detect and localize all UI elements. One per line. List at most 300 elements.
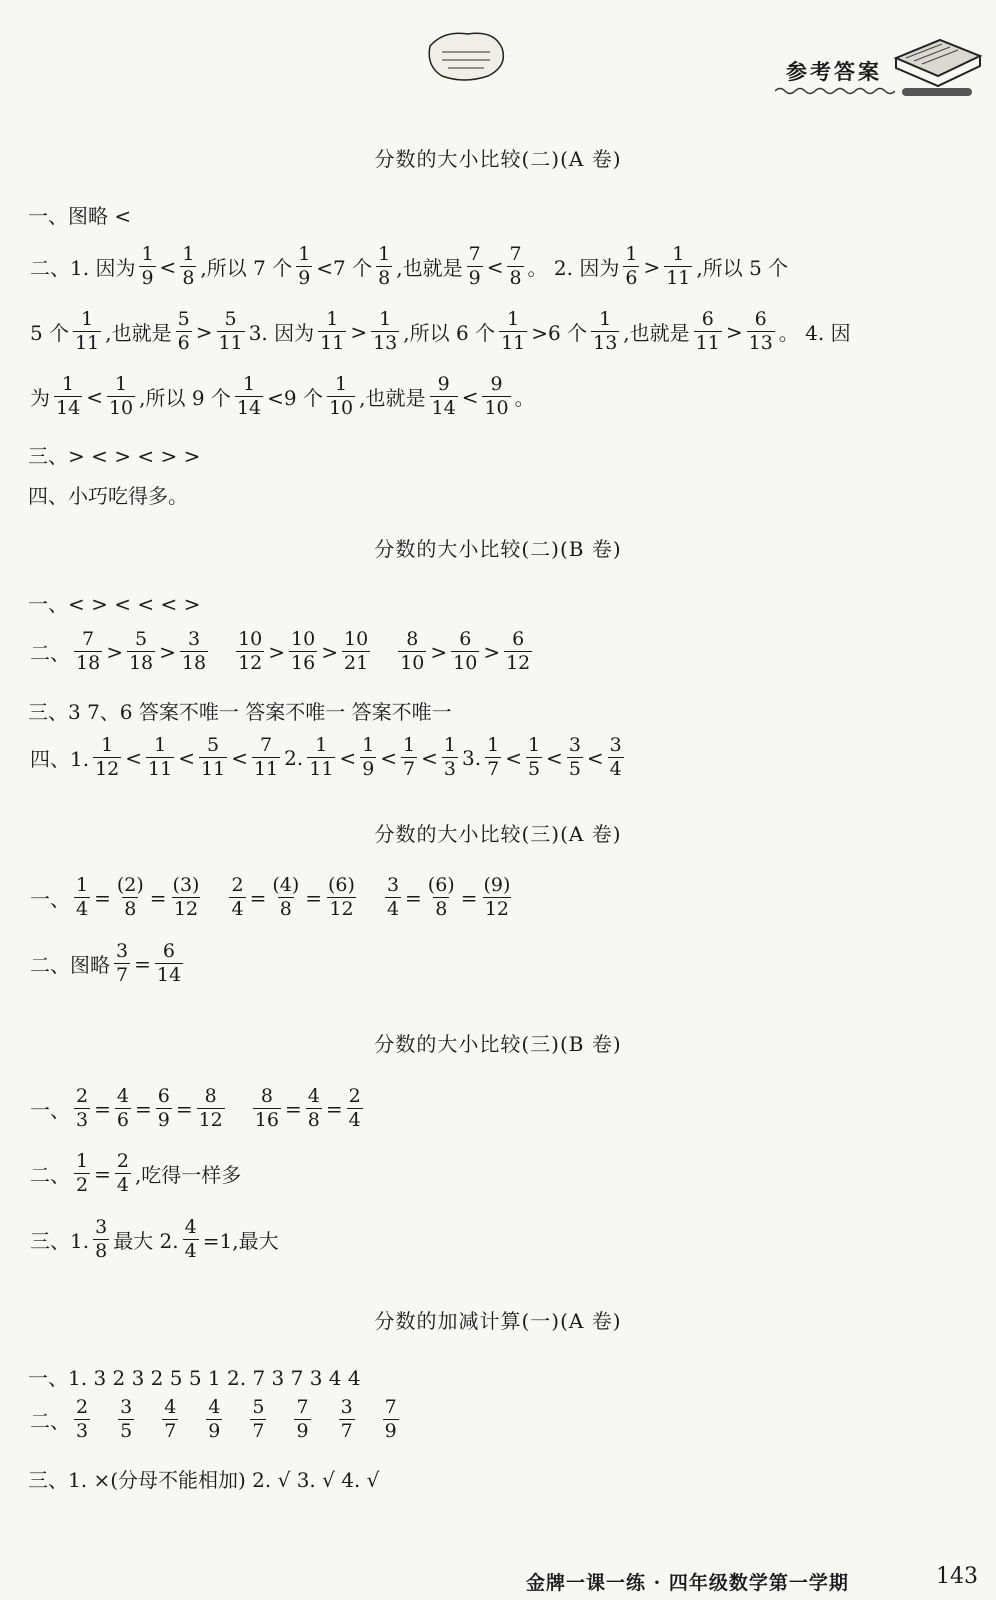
fraction (118, 1398, 134, 1441)
numerator: 3 (116, 940, 129, 962)
fraction (327, 375, 355, 418)
fraction (467, 245, 483, 288)
operator: > (195, 319, 213, 344)
answer-text: ,也就是 (359, 386, 426, 410)
numerator: 2 (231, 874, 244, 896)
fraction (74, 630, 102, 673)
numerator: 3 (120, 1396, 133, 1418)
numerator: 6 (701, 308, 714, 330)
operator: < (380, 745, 398, 770)
numerator: 1 (182, 243, 195, 265)
fraction (339, 1398, 355, 1441)
fraction (507, 245, 523, 288)
numerator: 9 (490, 373, 503, 395)
numerator: 8 (204, 1085, 217, 1107)
fraction (127, 630, 155, 673)
fraction (426, 876, 457, 919)
wavy-divider (775, 86, 895, 96)
numerator: (4) (272, 874, 300, 896)
denominator: 4 (348, 1109, 361, 1131)
denominator: 8 (279, 898, 292, 920)
denominator: 12 (329, 898, 354, 920)
denominator: 11 (75, 332, 100, 354)
numerator: 1 (527, 734, 541, 756)
numerator: 5 (135, 628, 148, 650)
fraction (398, 630, 426, 673)
denominator: 9 (384, 1420, 397, 1442)
operator: < (231, 745, 248, 770)
fraction (250, 1398, 266, 1441)
fraction (504, 630, 532, 673)
answer-text: ,也就是 (623, 321, 690, 345)
operator: = (405, 885, 422, 910)
denominator: 9 (141, 267, 154, 289)
answer-text: 。 (514, 386, 535, 410)
fraction (294, 1398, 310, 1441)
numerator: 4 (164, 1396, 177, 1418)
numerator: 5 (177, 308, 190, 330)
fraction (107, 375, 135, 418)
operator: < (586, 745, 604, 770)
fraction (199, 736, 227, 779)
numerator: 1 (326, 308, 339, 330)
denominator: 14 (431, 397, 456, 419)
operator: = (305, 885, 323, 910)
operator: > (430, 639, 448, 664)
numerator: 6 (754, 308, 767, 330)
fraction (401, 736, 417, 779)
fraction (115, 876, 146, 919)
numerator: 2 (116, 1150, 129, 1172)
fraction (162, 1398, 178, 1441)
answer-line (28, 1087, 365, 1130)
denominator: 11 (320, 332, 345, 354)
numerator: 8 (260, 1085, 273, 1107)
operator: < (421, 745, 438, 770)
denominator: 13 (593, 332, 618, 354)
denominator: 11 (253, 758, 279, 780)
numerator: 1 (76, 874, 89, 896)
answer-text: ,所以 7 个 (200, 256, 293, 280)
denominator: 11 (666, 267, 691, 289)
numerator: 2 (76, 1085, 89, 1107)
fraction (591, 310, 619, 353)
answer-text: 2. (284, 745, 304, 770)
section-title: 分数的加减计算(一)(A 卷) (374, 1309, 622, 1333)
denominator: 9 (468, 267, 481, 289)
operator: < (505, 745, 522, 770)
fraction (183, 1218, 199, 1261)
numerator: 1 (487, 734, 500, 756)
answer-line: 三、> < > < > > (28, 444, 201, 468)
answer-line: 三、1. ×(分母不能相加) 2. √ 3. √ 4. √ (28, 1468, 380, 1492)
denominator: 14 (236, 397, 262, 419)
fraction (371, 310, 399, 353)
answer-text: ,所以 6 个 (403, 321, 496, 345)
numerator: 3 (187, 628, 201, 650)
operator: = (94, 1096, 111, 1121)
answer-line (28, 245, 790, 288)
fraction (485, 736, 501, 779)
operator: > (483, 639, 501, 664)
denominator: 9 (157, 1109, 170, 1131)
numerator: 1 (379, 308, 392, 330)
denominator: 9 (208, 1420, 221, 1442)
numerator: 10 (344, 628, 369, 650)
denominator: 14 (156, 964, 182, 986)
numerator: 8 (406, 628, 419, 650)
fraction (74, 1398, 90, 1441)
numerator: 4 (116, 1085, 129, 1107)
denominator: 8 (509, 267, 522, 289)
fraction (608, 736, 624, 779)
answer-text: 。 2. 因为 (527, 256, 620, 280)
answer-line (28, 942, 185, 985)
numerator: 1 (141, 243, 154, 265)
fraction (360, 736, 376, 779)
answer-text: <9 个 (267, 386, 323, 410)
denominator: 13 (748, 332, 773, 354)
denominator: 6 (177, 332, 190, 354)
operator: = (94, 1161, 111, 1186)
answer-text: 最大 2. (113, 1229, 179, 1253)
answer-line: 四、小巧吃得多。 (28, 484, 188, 508)
numerator: 4 (307, 1085, 320, 1107)
fraction (442, 736, 458, 779)
denominator: 5 (568, 758, 581, 780)
answer-text: 三、1. (30, 1229, 90, 1253)
numerator: 1 (76, 1150, 89, 1172)
answer-text: ,所以 9 个 (139, 386, 231, 410)
denominator: 7 (116, 964, 129, 986)
operator: = (325, 1096, 343, 1121)
denominator: 16 (254, 1109, 279, 1131)
operator: > (106, 639, 123, 664)
denominator: 7 (340, 1420, 353, 1442)
operator: > (350, 319, 368, 344)
fraction (383, 1398, 399, 1441)
operator: < (486, 254, 504, 279)
answer-line (28, 1398, 401, 1441)
numerator: 10 (291, 628, 316, 650)
numerator: 7 (296, 1396, 309, 1418)
numerator: (2) (116, 874, 144, 896)
numerator: 1 (672, 243, 685, 265)
numerator: 4 (208, 1396, 221, 1418)
fraction (229, 876, 245, 919)
answer-text: 二、 (30, 1163, 70, 1187)
answer-text: >6 个 (531, 321, 588, 345)
fraction (376, 245, 392, 288)
operator: = (149, 885, 167, 910)
numerator: 1 (315, 734, 328, 756)
operator: < (125, 745, 143, 770)
denominator: 10 (108, 397, 134, 419)
operator: = (134, 951, 151, 976)
denominator: 21 (344, 652, 369, 674)
denominator: 9 (296, 1420, 309, 1442)
answer-text: =1,最大 (202, 1229, 279, 1253)
numerator: 3 (340, 1396, 353, 1418)
answer-text: 3. 因为 (248, 321, 315, 345)
denominator: 3 (76, 1109, 89, 1131)
section-title: 分数的大小比较(三)(B 卷) (374, 1032, 622, 1056)
operator: = (460, 885, 478, 910)
answer-text: 一、 (30, 1098, 70, 1122)
numerator: 10 (238, 628, 263, 650)
denominator: 10 (453, 652, 478, 674)
denominator: 10 (400, 652, 425, 674)
answer-text: 四、1. (30, 747, 90, 771)
numerator: 1 (154, 734, 167, 756)
denominator: 10 (484, 397, 509, 419)
answer-line: 一、1. 3 2 3 2 5 5 1 2. 7 3 7 3 4 4 (28, 1366, 361, 1390)
numerator: 1 (335, 373, 348, 395)
numerator: 5 (207, 734, 220, 756)
fraction (252, 736, 280, 779)
denominator: 8 (124, 898, 137, 920)
operator: < (178, 745, 195, 770)
numerator: 1 (298, 243, 311, 265)
answer-text: ,吃得一样多 (134, 1163, 242, 1187)
answer-text: 。 4. 因 (778, 321, 851, 345)
numerator: 1 (443, 734, 456, 756)
denominator: 4 (76, 898, 89, 920)
numerator: 6 (459, 628, 472, 650)
answer-text: 二、1. 因为 (30, 256, 136, 280)
fraction (664, 245, 692, 288)
denominator: 12 (198, 1109, 223, 1131)
fraction (146, 736, 174, 779)
fraction (430, 375, 458, 418)
operator: > (643, 254, 661, 279)
denominator: 3 (76, 1420, 89, 1442)
fraction (296, 245, 312, 288)
numerator: 1 (599, 308, 612, 330)
denominator: 12 (173, 898, 199, 920)
header-title: 参考答案 (786, 59, 882, 84)
stamp-icon (424, 26, 508, 84)
answer-line (28, 630, 534, 673)
fraction (171, 876, 202, 919)
books-icon (892, 28, 984, 102)
denominator: 5 (527, 758, 541, 780)
fraction (74, 876, 90, 919)
denominator: 7 (252, 1420, 265, 1442)
answer-text: 二、 (30, 641, 70, 665)
answer-text: <7 个 (316, 256, 373, 280)
numerator: 2 (348, 1085, 361, 1107)
answer-text: 5 个 (30, 321, 70, 345)
numerator: 1 (115, 373, 128, 395)
fraction (93, 1218, 109, 1261)
denominator: 8 (95, 1240, 108, 1262)
answer-line: 三、3 7、6 答案不唯一 答案不唯一 答案不唯一 (28, 700, 452, 724)
operator: = (284, 1096, 302, 1121)
denominator: 4 (386, 898, 400, 920)
denominator: 11 (218, 332, 243, 354)
fraction (115, 1087, 131, 1130)
fraction (342, 630, 370, 673)
denominator: 8 (307, 1109, 320, 1131)
denominator: 5 (120, 1420, 133, 1442)
operator: = (175, 1096, 193, 1121)
denominator: 18 (128, 652, 154, 674)
numerator: 1 (403, 734, 416, 756)
numerator: 1 (62, 373, 75, 395)
fraction (74, 1087, 90, 1130)
denominator: 11 (501, 332, 526, 354)
numerator: 1 (81, 308, 94, 330)
denominator: 11 (695, 332, 720, 354)
operator: = (249, 885, 267, 910)
numerator: 6 (162, 940, 175, 962)
fraction (623, 245, 639, 288)
answer-line (28, 876, 514, 919)
denominator: 11 (148, 758, 173, 780)
numerator: (3) (172, 874, 200, 896)
fraction (385, 876, 401, 919)
fraction (347, 1087, 363, 1130)
denominator: 2 (76, 1174, 89, 1196)
denominator: 12 (238, 652, 263, 674)
fraction (206, 1398, 222, 1441)
fraction (114, 942, 130, 985)
fraction (54, 375, 82, 418)
fraction (451, 630, 479, 673)
numerator: 3 (386, 874, 400, 896)
numerator: 7 (468, 243, 481, 265)
answer-line (28, 736, 626, 779)
fraction (235, 375, 263, 418)
numerator: 1 (242, 373, 256, 395)
numerator: 6 (157, 1085, 170, 1107)
fraction (115, 1152, 131, 1195)
numerator: 9 (437, 373, 450, 395)
numerator: 1 (507, 308, 520, 330)
answer-line (28, 375, 537, 418)
operator: > (725, 319, 743, 344)
answer-line (28, 1152, 243, 1195)
operator: ,所以 5 个 (696, 256, 789, 280)
denominator: 8 (435, 898, 448, 920)
denominator: 8 (182, 267, 195, 289)
fraction (694, 310, 722, 353)
numerator: 1 (625, 243, 638, 265)
fraction (306, 1087, 322, 1130)
denominator: 9 (362, 758, 375, 780)
denominator: 16 (291, 652, 316, 674)
section-title: 分数的大小比较(二)(B 卷) (374, 537, 622, 561)
numerator: 7 (384, 1396, 397, 1418)
answer-text: 二、 (30, 1409, 70, 1433)
numerator: 1 (378, 243, 391, 265)
operator: = (94, 885, 111, 910)
footer-text: 金牌一课一练 · 四年级数学第一学期 (526, 1572, 849, 1594)
operator: = (134, 1096, 152, 1121)
fraction (180, 630, 208, 673)
numerator: 2 (76, 1396, 89, 1418)
denominator: 6 (625, 267, 638, 289)
denominator: 10 (328, 397, 354, 419)
operator: < (86, 384, 103, 409)
answer-text: 二、图略 (30, 953, 110, 977)
fraction (253, 1087, 281, 1130)
denominator: 3 (443, 758, 456, 780)
denominator: 11 (201, 758, 226, 780)
denominator: 8 (378, 267, 391, 289)
numerator: 3 (568, 734, 581, 756)
denominator: 12 (484, 898, 510, 920)
numerator: (6) (328, 874, 355, 896)
denominator: 9 (298, 267, 311, 289)
fraction (176, 310, 192, 353)
denominator: 4 (184, 1240, 197, 1262)
operator: > (321, 639, 338, 664)
answer-line (28, 310, 853, 353)
answer-line (28, 1218, 281, 1261)
numerator: (9) (483, 874, 511, 896)
denominator: 7 (403, 758, 416, 780)
fraction (74, 1152, 90, 1195)
denominator: 18 (181, 652, 207, 674)
numerator: 3 (95, 1216, 108, 1238)
fraction (180, 245, 196, 288)
page-number: 143 (936, 1564, 978, 1589)
denominator: 4 (116, 1174, 129, 1196)
answer-text: ,也就是 (396, 256, 463, 280)
section-title: 分数的大小比较(二)(A 卷) (374, 147, 622, 171)
denominator: 13 (373, 332, 398, 354)
fraction (747, 310, 775, 353)
numerator: 4 (184, 1216, 197, 1238)
numerator: 1 (101, 734, 114, 756)
fraction (139, 245, 155, 288)
denominator: 6 (116, 1109, 129, 1131)
fraction (526, 736, 542, 779)
fraction (73, 310, 101, 353)
operator: < (159, 254, 177, 279)
denominator: 7 (164, 1420, 177, 1442)
numerator: 5 (252, 1396, 265, 1418)
fraction (93, 736, 121, 779)
denominator: 4 (609, 758, 622, 780)
operator: < (461, 384, 479, 409)
numerator: (6) (427, 874, 455, 896)
numerator: 7 (509, 243, 522, 265)
fraction (318, 310, 346, 353)
answer-line: 一、图略 < (28, 204, 132, 228)
answer-text: ,也就是 (105, 321, 172, 345)
fraction (155, 942, 183, 985)
fraction (307, 736, 335, 779)
fraction (482, 375, 510, 418)
fraction (236, 630, 264, 673)
denominator: 18 (76, 652, 101, 674)
fraction (217, 310, 245, 353)
fraction (567, 736, 583, 779)
fraction (197, 1087, 225, 1130)
fraction (289, 630, 317, 673)
denominator: 7 (487, 758, 500, 780)
numerator: 7 (82, 628, 95, 650)
denominator: 12 (95, 758, 120, 780)
operator: > (159, 639, 176, 664)
answer-line: 一、< > < < < > (28, 592, 201, 616)
denominator: 11 (309, 758, 334, 780)
denominator: 14 (56, 397, 81, 419)
answer-text: 为 (30, 386, 50, 410)
